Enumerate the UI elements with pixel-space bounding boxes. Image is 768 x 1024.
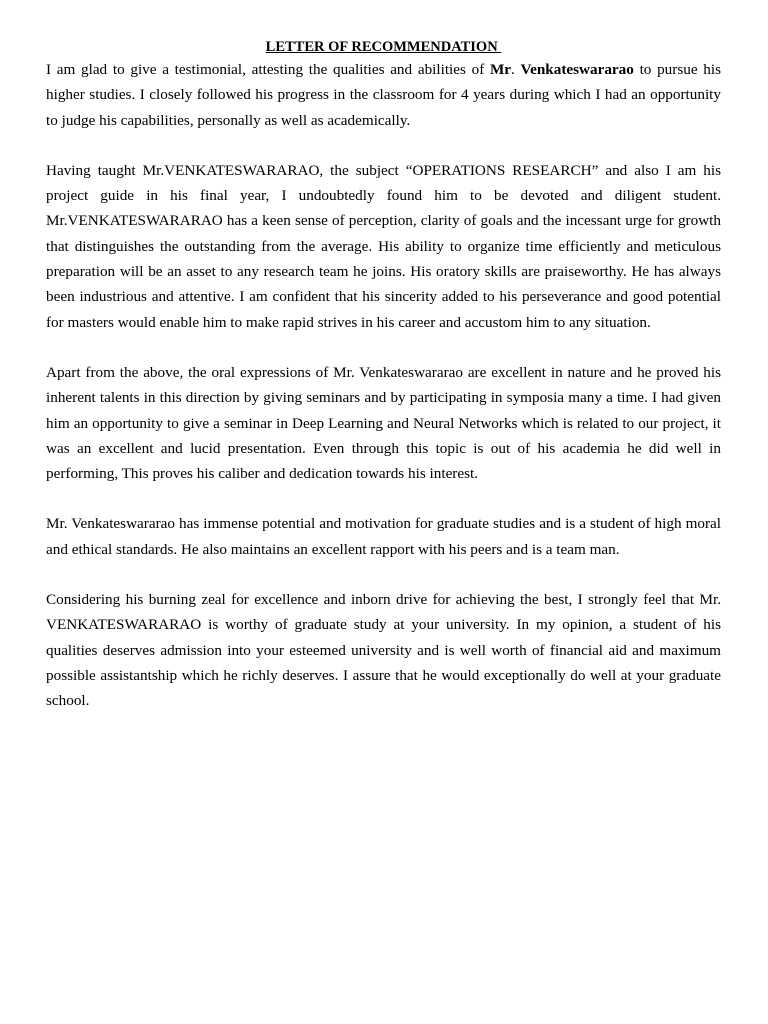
paragraph-intro (46, 57, 721, 133)
paragraph-spacer (46, 133, 721, 158)
intro-text-end: to pursue his higher studies. I closely followed his progress in the classroom for 4 years during which I had an opportunity to judge his capabilities, personally as well as academically. (46, 61, 721, 129)
paragraph-spacer (46, 335, 721, 360)
student-name: Venkateswararao (520, 61, 634, 78)
student-name-prefix: Mr (489, 61, 512, 78)
letter-page (46, 37, 721, 714)
paragraph-potential: Mr. Venkateswararao has immense potential and motivation for graduate studies and is a student of high moral and ethical standards. He also maintains an excellent rapport with his peers and is a team man. (46, 515, 721, 558)
intro-text-start: I am glad to give a testimonial, attesting the qualities and abilities of (46, 61, 490, 78)
paragraph-spacer (46, 562, 721, 587)
paragraph-conclusion: Considering his burning zeal for excellence and inborn drive for achieving the best, I strongly feel that Mr. VENKATESWARARAO is worthy of graduate study at your university. In my opinion, a student of his qualities deserves admission into your esteemed university and is well worth of financial aid and maximum possible assistantship which he richly deserves. I assure that he would exceptionally do well at your graduate school. (46, 591, 721, 710)
letter-title: LETTER OF RECOMMENDATION (265, 39, 502, 55)
paragraph-spacer (46, 486, 721, 511)
paragraph-teaching: Having taught Mr.VENKATESWARARAO, the subject “OPERATIONS RESEARCH” and also I am his project guide in his final year, I undoubtedly found him to be devoted and diligent student. Mr.VENKATESWARARAO has a keen sense of perception, clarity of goals and the incessant urge for growth that distinguishes the outstanding from the average. His ability to organize time efficiently and meticulous preparation will be an asset to any research team he joins. His oratory skills are praiseworthy. He has always been industrious and attentive. I am confident that his sincerity added to his perseverance and good potential for masters would enable him to make rapid strives in his career and accustom him to any situation. (46, 161, 721, 331)
paragraph-oral-expressions: Apart from the above, the oral expressions of Mr. Venkateswararao are excellent in nature and he proved his inherent talents in this direction by giving seminars and by participating in symposia many a time. I had given him an opportunity to give a seminar in Deep Learning and Neural Networks which is related to our project, it was an excellent and lucid presentation. Even through this topic is out of his academia he did well in performing, This proves his caliber and dedication towards his interest. (46, 363, 721, 483)
name-separator: . (511, 61, 521, 78)
